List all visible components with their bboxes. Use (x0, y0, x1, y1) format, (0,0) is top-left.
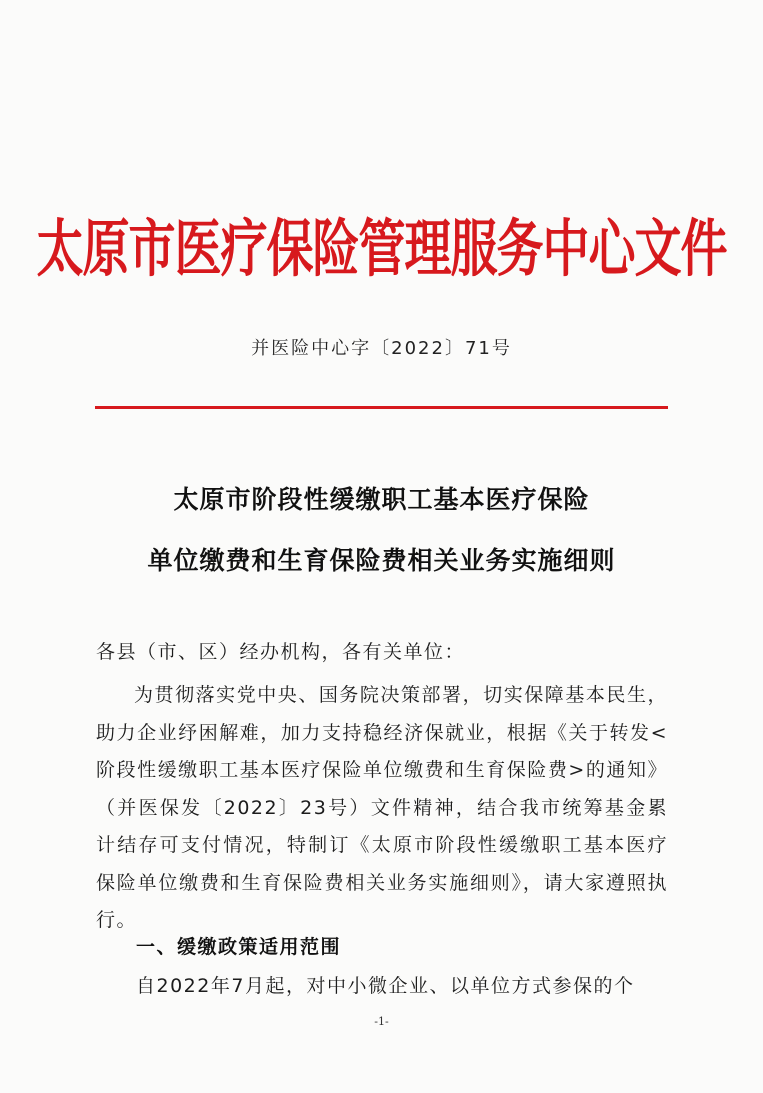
section-heading: 一、缓缴政策适用范围 (136, 936, 342, 958)
page-number: -1- (374, 1015, 389, 1028)
document-number: 并医险中心字〔2022〕71号 (251, 338, 512, 359)
document-title-line-1: 太原市阶段性缓缴职工基本医疗保险 (173, 485, 590, 514)
body-paragraph: 为贯彻落实党中央、国务院决策部署，切实保障基本民生，助力企业纾困解难，加力支持稳经济保就业，根据《关于转发<阶段性缓缴职工基本医疗保险单位缴费和生育保险费>的通知》（并医保发〔2022〕23号）文件精神，结合我市统筹基金累计结存可支付情况，特制订《太原市阶段性缓缴职工基本医疗保险单位缴费和生育保险费相关业务实施细则》，请大家遵照执行。 (96, 684, 668, 931)
issuer-header: 太原市医疗保险管理服务中心文件 (36, 213, 727, 286)
section-text: 自2022年7月起，对中小微企业、以单位方式参保的个 (136, 975, 635, 997)
document-title-line-2: 单位缴费和生育保险费相关业务实施细则 (147, 546, 616, 575)
red-divider-line (95, 406, 668, 409)
salutation: 各县（市、区）经办机构，各有关单位： (96, 641, 466, 663)
